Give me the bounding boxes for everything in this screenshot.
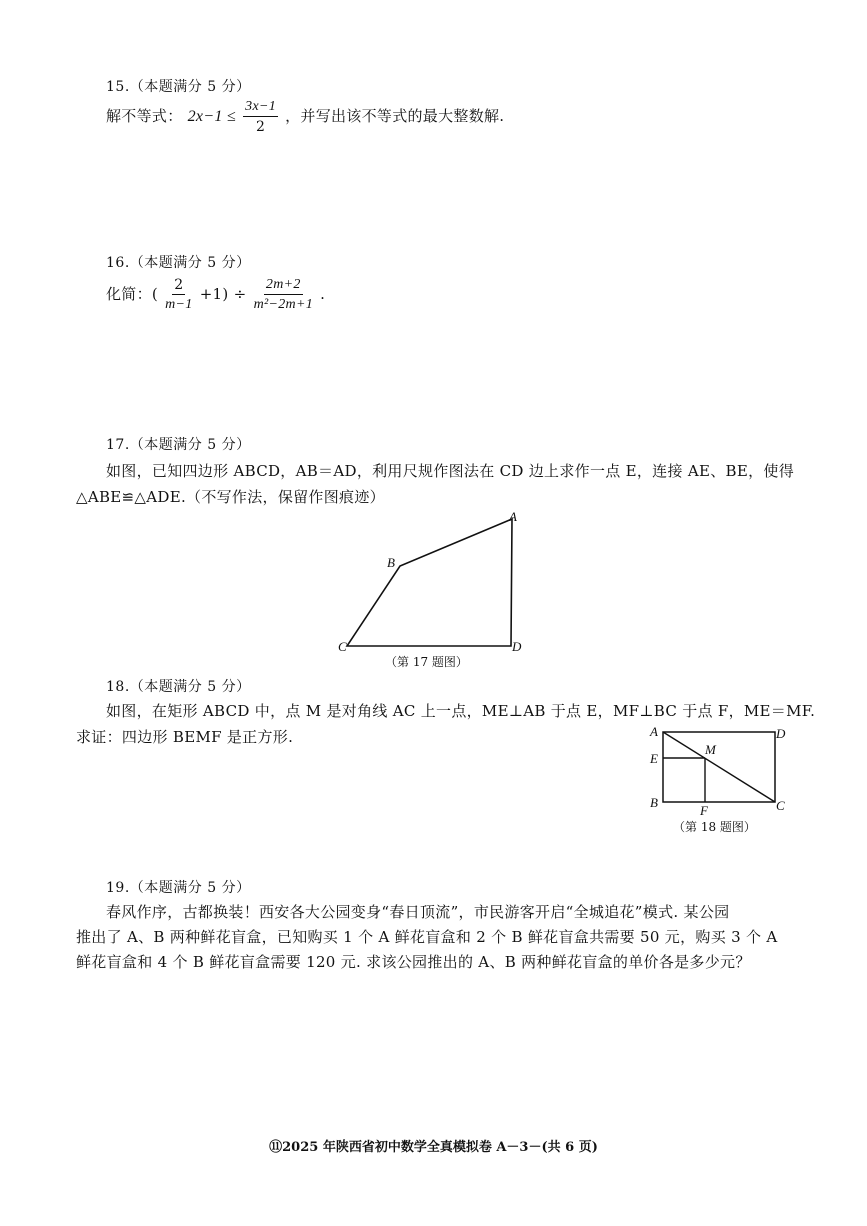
q16-frac2-den: m²−2m+1	[253, 297, 313, 312]
q17-quadrilateral	[347, 519, 512, 646]
q18-label-b: B	[650, 795, 658, 810]
q15-prefix: 解不等式：	[106, 107, 183, 125]
q16-mid: +1) ÷	[199, 285, 247, 303]
q17-label-c: C	[338, 639, 347, 654]
q17-figure	[330, 505, 540, 655]
q15-suffix: ，并写出该不等式的最大整数解.	[285, 107, 505, 125]
q17-fig-caption: （第 17 题图）	[385, 655, 468, 669]
q15-frac-num: 3x−1	[243, 100, 278, 117]
q16-suffix: .	[320, 285, 326, 303]
q19-line-3: 鲜花盲盒和 4 个 B 鲜花盲盒需要 120 元. 求该公园推出的 A、B 两种鲜花盲盒的单价各是多少元？	[76, 953, 751, 971]
q18-header: 18.（本题满分 5 分）	[106, 679, 251, 695]
q18-line-2: 求证：四边形 BEMF 是正方形.	[76, 728, 294, 746]
q19-line-1: 春风作序，古都换装！西安各大公园变身“春日顶流”，市民游客开启“全城追花”模式. 某公园	[106, 903, 730, 921]
q17-label-b: B	[387, 555, 395, 570]
q18-label-m: M	[705, 742, 716, 757]
q15-frac-den: 2	[255, 119, 266, 135]
q18-label-a: A	[650, 724, 658, 739]
q17-label-d: D	[512, 639, 522, 654]
q15-header: 15.（本题满分 5 分）	[106, 79, 251, 95]
q18-label-e: E	[650, 751, 658, 766]
q16-prefix: 化简：(	[106, 285, 159, 303]
q16-frac1-num: 2	[174, 277, 184, 293]
q16-frac1-den: m−1	[165, 297, 193, 312]
q19-header: 19.（本题满分 5 分）	[106, 880, 251, 896]
q16-statement	[106, 278, 325, 312]
q18-fig-caption: （第 18 题图）	[673, 820, 756, 834]
q15-fraction	[243, 100, 278, 134]
q16-frac2-num: 2m+2	[264, 278, 303, 295]
q18-label-f: F	[700, 803, 708, 817]
q16-fraction-1	[165, 278, 192, 312]
q18-line-1: 如图，在矩形 ABCD 中，点 M 是对角线 AC 上一点，ME⊥AB 于点 E，MF⊥BC 于点 F，ME＝MF.	[106, 702, 816, 720]
q17-header: 17.（本题满分 5 分）	[106, 437, 251, 453]
q18-diagonal-ac	[663, 732, 775, 802]
q17-line-2: △ABE≌△ADE.（不写作法，保留作图痕迹）	[76, 488, 385, 506]
q15-lhs: 2x−1 ≤	[187, 108, 237, 125]
q18-label-c: C	[776, 798, 785, 813]
q16-fraction-2	[254, 278, 313, 312]
q17-line-1: 如图，已知四边形 ABCD，AB＝AD，利用尺规作图法在 CD 边上求作一点 E，连接 AE、BE，使得	[106, 462, 795, 480]
q16-header: 16.（本题满分 5 分）	[106, 255, 251, 271]
q18-figure	[645, 722, 795, 817]
q18-label-d: D	[776, 726, 786, 741]
q19-line-2: 推出了 A、B 两种鲜花盲盒，已知购买 1 个 A 鲜花盲盒和 2 个 B 鲜花盲盒共需要 50 元，购买 3 个 A	[76, 928, 778, 946]
q15-statement	[106, 100, 504, 134]
q17-label-a: A	[509, 509, 517, 524]
page-footer: ⑪2025 年陕西省初中数学全真模拟卷 A－3－(共 6 页)	[269, 1140, 598, 1155]
